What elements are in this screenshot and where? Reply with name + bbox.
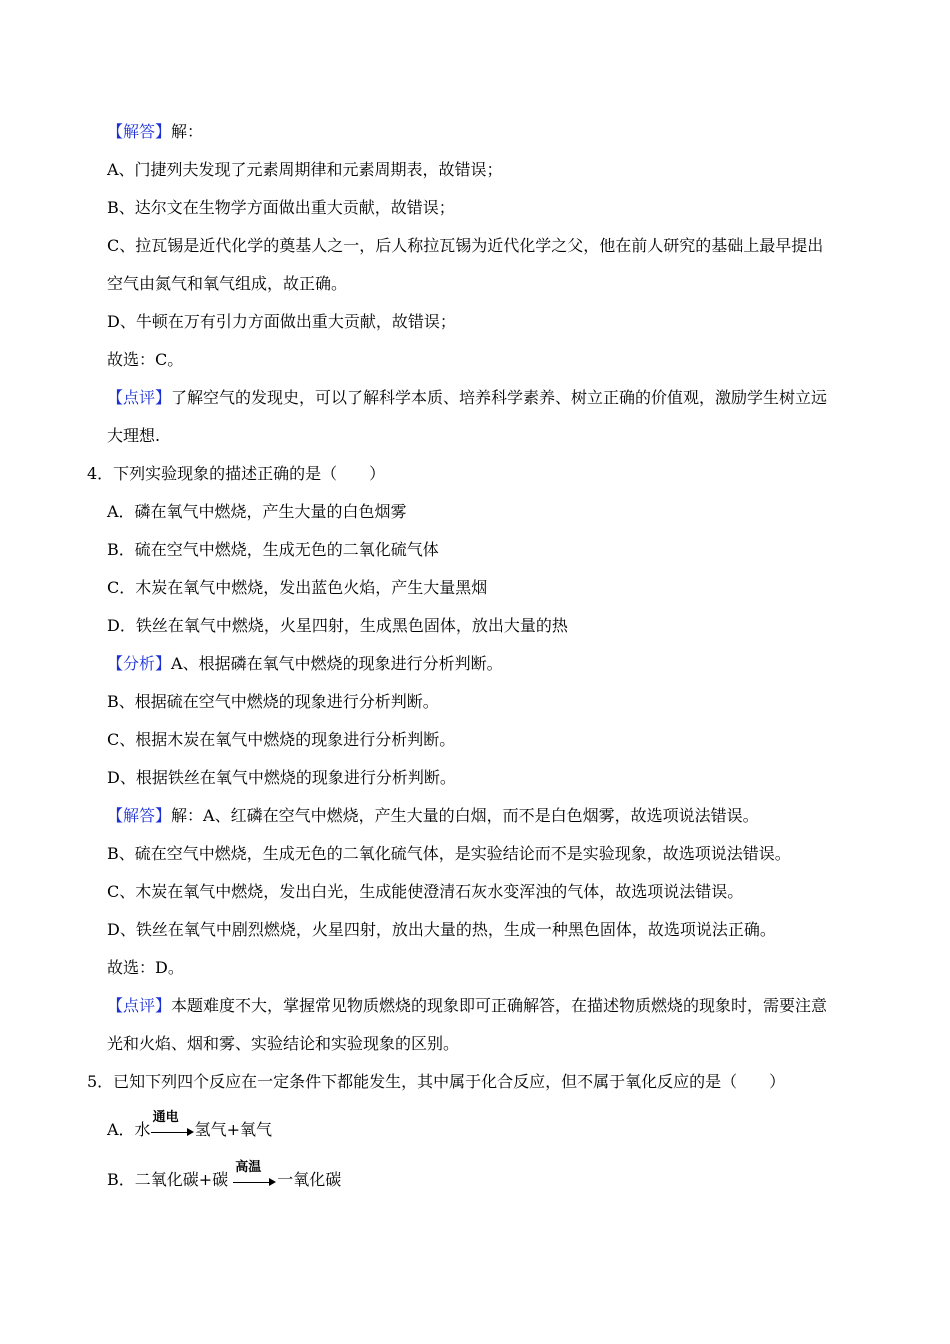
answer-text-a: 解：A、红磷在空气中燃烧，产生大量的白烟，而不是白色烟雾，故选项说法错误。	[171, 806, 759, 825]
reaction-arrow-a	[151, 1110, 195, 1140]
question-4: 4．下列实验现象的描述正确的是（ ）	[87, 464, 386, 483]
reaction-condition-b: 高温	[235, 1160, 262, 1175]
comment-line-2: 大理想.	[107, 426, 161, 445]
answer-tag: 【解答】	[107, 806, 172, 825]
q5-option-a	[107, 1110, 272, 1140]
comment-text-1: 本题难度不大，掌握常见物质燃烧的现象即可正确解答，在描述物质燃烧的现象时，需要注意	[171, 996, 828, 1015]
reaction-condition-a: 通电	[152, 1110, 179, 1125]
analysis-text-a: A、根据磷在氧气中燃烧的现象进行分析判断。	[171, 654, 503, 673]
q4-analysis-b: B、根据硫在空气中燃烧的现象进行分析判断。	[107, 692, 439, 711]
q4-option-d: D．铁丝在氧气中燃烧，火星四射，生成黑色固体，放出大量的热	[107, 616, 568, 635]
answer-b: B、达尔文在生物学方面做出重大贡献，故错误；	[107, 198, 455, 217]
q5-a-products: 氢气+氧气	[194, 1120, 272, 1139]
arrow-head-icon	[269, 1178, 276, 1186]
arrow-head-icon	[187, 1128, 194, 1136]
answer-intro: 解：	[171, 122, 204, 141]
arrow-line-icon	[233, 1182, 273, 1183]
q4-option-b: B．硫在空气中燃烧，生成无色的二氧化硫气体	[107, 540, 439, 559]
analysis-tag: 【分析】	[107, 654, 172, 673]
answer-tag: 【解答】	[107, 122, 172, 141]
comment-tag: 【点评】	[107, 996, 172, 1015]
comment-tag: 【点评】	[107, 388, 172, 407]
arrow-line-icon	[151, 1132, 191, 1133]
q4-option-c: C．木炭在氧气中燃烧，发出蓝色火焰，产生大量黑烟	[107, 578, 488, 597]
q4-answer-b: B、硫在空气中燃烧，生成无色的二氧化硫气体，是实验结论而不是实验现象，故选项说法错误。	[107, 844, 791, 863]
comment-line-1	[107, 388, 827, 408]
q4-comment-line-2: 光和火焰、烟和雾、实验结论和实验现象的区别。	[107, 1034, 460, 1053]
reaction-arrow-b	[233, 1160, 277, 1190]
q4-answer-line-1	[107, 806, 759, 826]
answer-line	[107, 122, 203, 142]
q4-select: 故选：D。	[107, 958, 184, 977]
answer-c-1: C、拉瓦锡是近代化学的奠基人之一，后人称拉瓦锡为近代化学之父，他在前人研究的基础上最早提出	[107, 236, 824, 255]
q4-answer-c: C、木炭在氧气中燃烧，发出白光，生成能使澄清石灰水变浑浊的气体，故选项说法错误。	[107, 882, 744, 901]
q5-b-prefix: B．二氧化碳+碳	[107, 1170, 229, 1189]
q4-option-a: A．磷在氧气中燃烧，产生大量的白色烟雾	[107, 502, 407, 521]
question-5: 5．已知下列四个反应在一定条件下都能发生，其中属于化合反应，但不属于氧化反应的是（ ）	[87, 1072, 786, 1091]
q5-a-prefix: A．水	[107, 1120, 151, 1139]
answer-select: 故选：C。	[107, 350, 184, 369]
q5-b-products: 一氧化碳	[277, 1170, 342, 1189]
answer-d: D、牛顿在万有引力方面做出重大贡献，故错误；	[107, 312, 456, 331]
q4-comment-line-1	[107, 996, 827, 1016]
q4-analysis-c: C、根据木炭在氧气中燃烧的现象进行分析判断。	[107, 730, 456, 749]
answer-c-2: 空气由氮气和氧气组成，故正确。	[107, 274, 348, 293]
q5-option-b	[107, 1160, 342, 1190]
q4-analysis-line-1	[107, 654, 503, 674]
q4-answer-d: D、铁丝在氧气中剧烈燃烧，火星四射，放出大量的热，生成一种黑色固体，故选项说法正确。	[107, 920, 776, 939]
answer-a: A、门捷列夫发现了元素周期律和元素周期表，故错误；	[107, 160, 503, 179]
q4-analysis-d: D、根据铁丝在氧气中燃烧的现象进行分析判断。	[107, 768, 456, 787]
comment-text-1: 了解空气的发现史，可以了解科学本质、培养科学素养、树立正确的价值观，激励学生树立远	[171, 388, 828, 407]
